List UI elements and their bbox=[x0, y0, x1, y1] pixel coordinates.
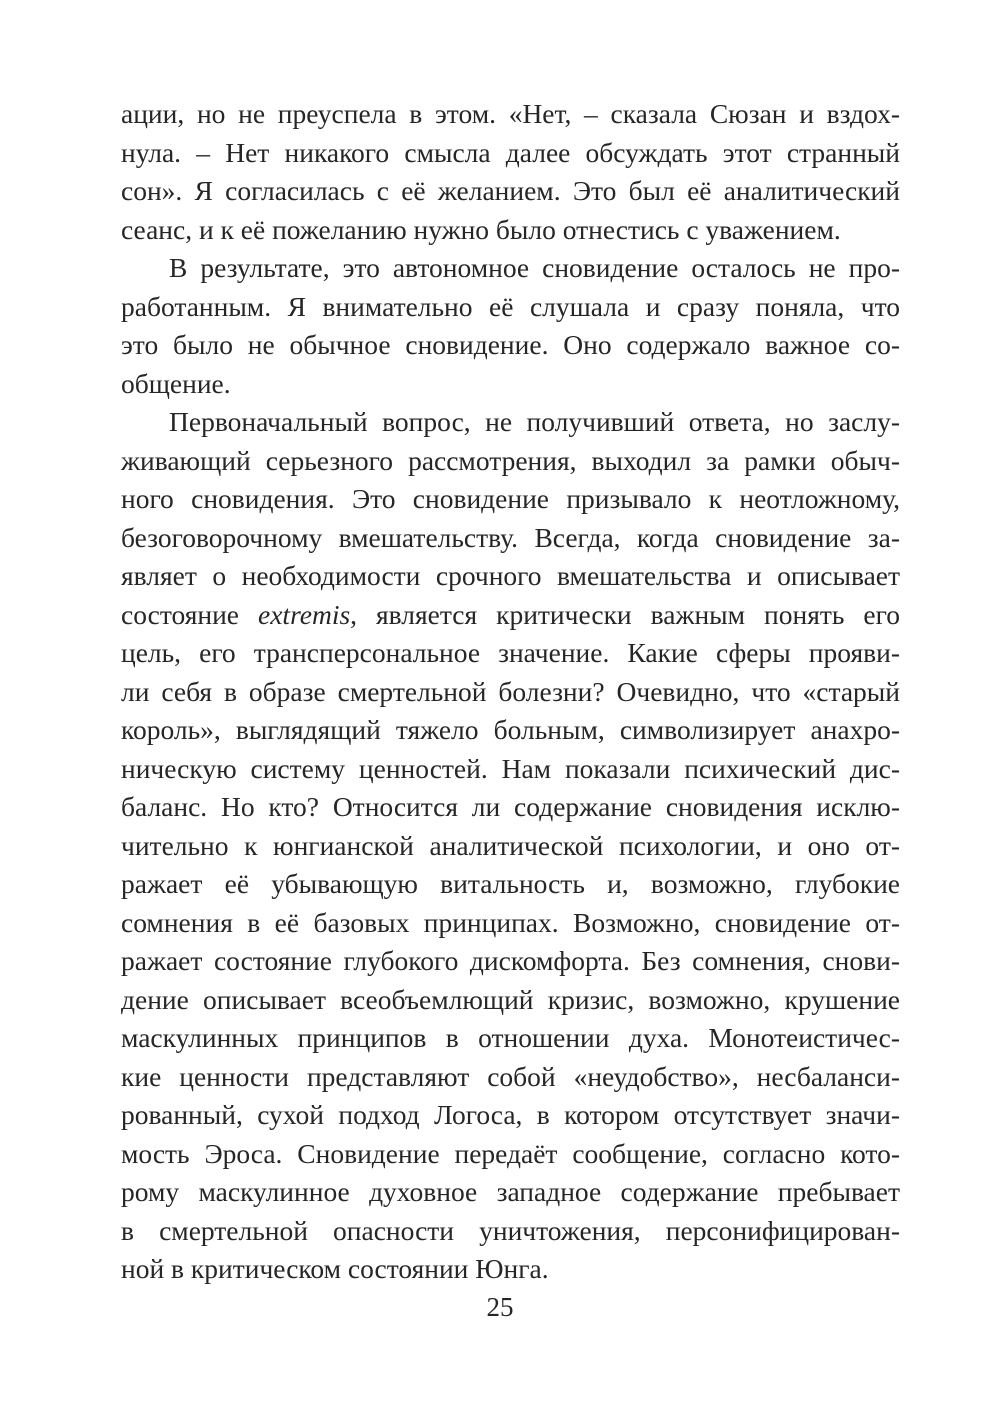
text-line: цель, его трансперсональное значение. Какие сферы прояви- bbox=[121, 637, 900, 668]
text-line: работанным. Я внимательно её слушала и сразу поняла, что bbox=[121, 290, 900, 322]
page-number: 25 bbox=[486, 1292, 514, 1322]
text-line: нула. – Нет никакого смысла далее обсуждать этот странный bbox=[121, 136, 900, 168]
text-line: рованный, сухой подход Логоса, в котором отсутствует значи- bbox=[121, 1099, 900, 1130]
text-line: дение описывает всеобъемлющий кризис, возможно, крушение bbox=[121, 983, 900, 1015]
text-line: являет о необходимости срочного вмешательства и описывает bbox=[121, 560, 900, 591]
text-line: маскулинных принципов в отношении духа. Монотеистичес- bbox=[121, 1022, 900, 1053]
text-line: ражает состояние глубокого дискомфорта. Без сомнения, снови- bbox=[121, 945, 900, 976]
text-line: ли себя в образе смертельной болезни? Очевидно, что «старый bbox=[121, 675, 900, 707]
text-line: живающий серьезного рассмотрения, выходил за рамки обыч- bbox=[121, 444, 900, 476]
text-line: это было не обычное сновидение. Оно содержало важное со- bbox=[121, 329, 900, 360]
text-line: чительно к юнгианской аналитической психологии, и оно от- bbox=[121, 829, 900, 861]
text-line: ническую систему ценностей. Нам показали психический дис- bbox=[121, 752, 900, 784]
text-fragment: состояние bbox=[121, 598, 259, 630]
text-line: Первоначальный вопрос, не получивший ответа, но заслу- bbox=[169, 406, 900, 437]
text-line: сон». Я согласилась с её желанием. Это был её аналитический bbox=[121, 175, 900, 206]
text-line: ации, но не преуспела в этом. «Нет, – сказала Сюзан и вздох- bbox=[121, 98, 900, 129]
text-line: ной в критическом состоянии Юнга. bbox=[121, 1253, 549, 1284]
text-line: кие ценности представляют собой «неудобство», несбаланси- bbox=[121, 1060, 900, 1092]
body-text bbox=[121, 95, 900, 1289]
text-line: король», выглядящий тяжело больным, символизирует анахро- bbox=[121, 714, 900, 745]
text-line-with-italic bbox=[121, 596, 900, 635]
italic-term: extremis bbox=[258, 598, 351, 630]
text-line: ражает её убывающую витальность и, возможно, глубокие bbox=[121, 868, 900, 899]
text-line: в смертельной опасности уничтожения, персонифицирован- bbox=[121, 1214, 900, 1246]
text-line: безоговорочному вмешательству. Всегда, когда сновидение за- bbox=[121, 521, 900, 553]
text-line: ного сновидения. Это сновидение призывало к неотложному, bbox=[121, 483, 900, 514]
text-line: мость Эроса. Сновидение передаёт сообщение, согласно кото- bbox=[121, 1137, 900, 1169]
text-line: общение. bbox=[121, 367, 231, 399]
text-fragment: , является критически важным понять его bbox=[350, 598, 900, 630]
text-line: сомнения в её базовых принципах. Возможно, сновидение от- bbox=[121, 906, 900, 938]
text-line: рому маскулинное духовное западное содержание пребывает bbox=[121, 1176, 900, 1207]
text-line: сеанс, и к её пожеланию нужно было отнестись с уважением. bbox=[121, 213, 841, 245]
text-line: В результате, это автономное сновидение осталось не про- bbox=[169, 252, 900, 283]
text-line: баланс. Но кто? Относится ли содержание сновидения исклю- bbox=[121, 791, 900, 822]
